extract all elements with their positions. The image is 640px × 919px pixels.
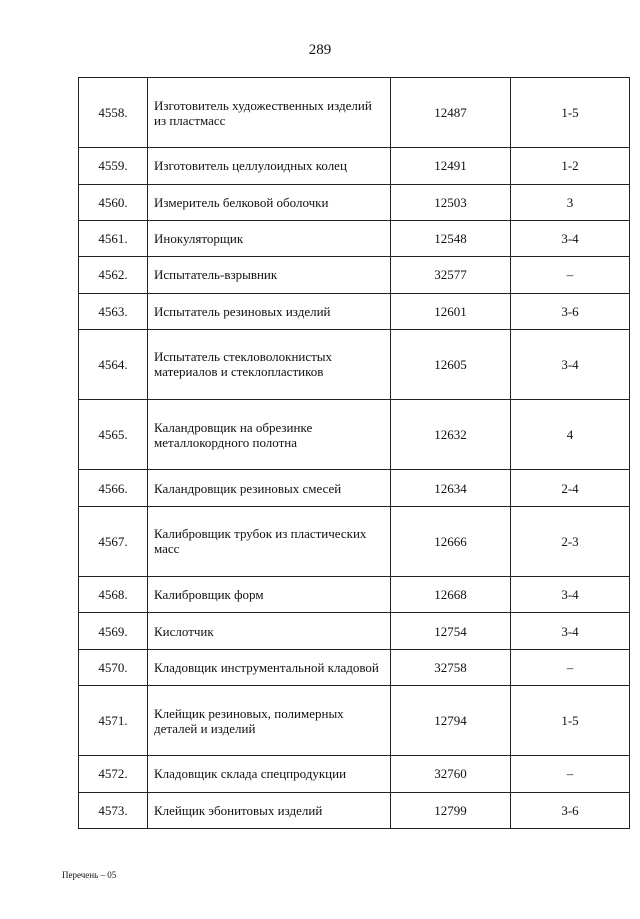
row-number: 4571. bbox=[79, 685, 148, 755]
grade-range: 3-4 bbox=[511, 329, 630, 399]
table-row bbox=[79, 470, 630, 506]
grade-range: 4 bbox=[511, 400, 630, 470]
row-number: 4559. bbox=[79, 148, 148, 184]
profession-code: 12668 bbox=[391, 577, 511, 613]
footer-text: Перечень – 05 bbox=[62, 870, 117, 880]
grade-range: 1-2 bbox=[511, 148, 630, 184]
entries-table bbox=[78, 77, 630, 829]
table-row bbox=[79, 257, 630, 293]
profession-code: 12548 bbox=[391, 220, 511, 256]
profession-name: Клейщик эбонитовых изделий bbox=[148, 792, 391, 828]
profession-code: 32577 bbox=[391, 257, 511, 293]
grade-range: 2-4 bbox=[511, 470, 630, 506]
row-number: 4573. bbox=[79, 792, 148, 828]
profession-name: Измеритель белковой оболочки bbox=[148, 184, 391, 220]
profession-name: Изготовитель целлулоидных колец bbox=[148, 148, 391, 184]
profession-name: Каландровщик на обрезинке металлокордного полотна bbox=[148, 400, 391, 470]
table-row bbox=[79, 613, 630, 649]
table-row bbox=[79, 329, 630, 399]
profession-code: 12632 bbox=[391, 400, 511, 470]
table-row bbox=[79, 649, 630, 685]
grade-range: 2-3 bbox=[511, 506, 630, 576]
profession-code: 12634 bbox=[391, 470, 511, 506]
grade-range: – bbox=[511, 649, 630, 685]
row-number: 4560. bbox=[79, 184, 148, 220]
profession-code: 12491 bbox=[391, 148, 511, 184]
profession-code: 12666 bbox=[391, 506, 511, 576]
grade-range: 3-6 bbox=[511, 792, 630, 828]
profession-name: Испытатель-взрывник bbox=[148, 257, 391, 293]
profession-name: Кладовщик инструментальной кладовой bbox=[148, 649, 391, 685]
row-number: 4561. bbox=[79, 220, 148, 256]
table-row bbox=[79, 293, 630, 329]
grade-range: 1-5 bbox=[511, 78, 630, 148]
profession-code: 12754 bbox=[391, 613, 511, 649]
table-row bbox=[79, 220, 630, 256]
table-row bbox=[79, 756, 630, 792]
profession-name: Кладовщик склада спецпродукции bbox=[148, 756, 391, 792]
profession-code: 12601 bbox=[391, 293, 511, 329]
profession-code: 32760 bbox=[391, 756, 511, 792]
profession-name: Испытатель стекловолокнистых материалов и стеклопластиков bbox=[148, 329, 391, 399]
table-row bbox=[79, 78, 630, 148]
profession-code: 12503 bbox=[391, 184, 511, 220]
profession-name: Инокуляторщик bbox=[148, 220, 391, 256]
row-number: 4569. bbox=[79, 613, 148, 649]
grade-range: 3-4 bbox=[511, 220, 630, 256]
profession-name: Кислотчик bbox=[148, 613, 391, 649]
profession-name: Изготовитель художественных изделий из пластмасс bbox=[148, 78, 391, 148]
table-row bbox=[79, 184, 630, 220]
row-number: 4566. bbox=[79, 470, 148, 506]
grade-range: – bbox=[511, 756, 630, 792]
profession-name: Клейщик резиновых, полимерных деталей и изделий bbox=[148, 685, 391, 755]
row-number: 4564. bbox=[79, 329, 148, 399]
table-row bbox=[79, 148, 630, 184]
table-row bbox=[79, 792, 630, 828]
row-number: 4565. bbox=[79, 400, 148, 470]
profession-code: 12605 bbox=[391, 329, 511, 399]
profession-code: 32758 bbox=[391, 649, 511, 685]
row-number: 4558. bbox=[79, 78, 148, 148]
grade-range: 3-4 bbox=[511, 577, 630, 613]
grade-range: 3-4 bbox=[511, 613, 630, 649]
profession-code: 12799 bbox=[391, 792, 511, 828]
table-row bbox=[79, 506, 630, 576]
profession-code: 12794 bbox=[391, 685, 511, 755]
row-number: 4562. bbox=[79, 257, 148, 293]
profession-name: Каландровщик резиновых смесей bbox=[148, 470, 391, 506]
profession-name: Калибровщик трубок из пластических масс bbox=[148, 506, 391, 576]
row-number: 4572. bbox=[79, 756, 148, 792]
grade-range: 3 bbox=[511, 184, 630, 220]
profession-code: 12487 bbox=[391, 78, 511, 148]
table-row bbox=[79, 400, 630, 470]
table-row bbox=[79, 577, 630, 613]
page-number: 289 bbox=[308, 42, 332, 58]
table-row bbox=[79, 685, 630, 755]
row-number: 4563. bbox=[79, 293, 148, 329]
grade-range: 1-5 bbox=[511, 685, 630, 755]
grade-range: 3-6 bbox=[511, 293, 630, 329]
row-number: 4570. bbox=[79, 649, 148, 685]
row-number: 4568. bbox=[79, 577, 148, 613]
profession-name: Испытатель резиновых изделий bbox=[148, 293, 391, 329]
profession-name: Калибровщик форм bbox=[148, 577, 391, 613]
grade-range: – bbox=[511, 257, 630, 293]
row-number: 4567. bbox=[79, 506, 148, 576]
